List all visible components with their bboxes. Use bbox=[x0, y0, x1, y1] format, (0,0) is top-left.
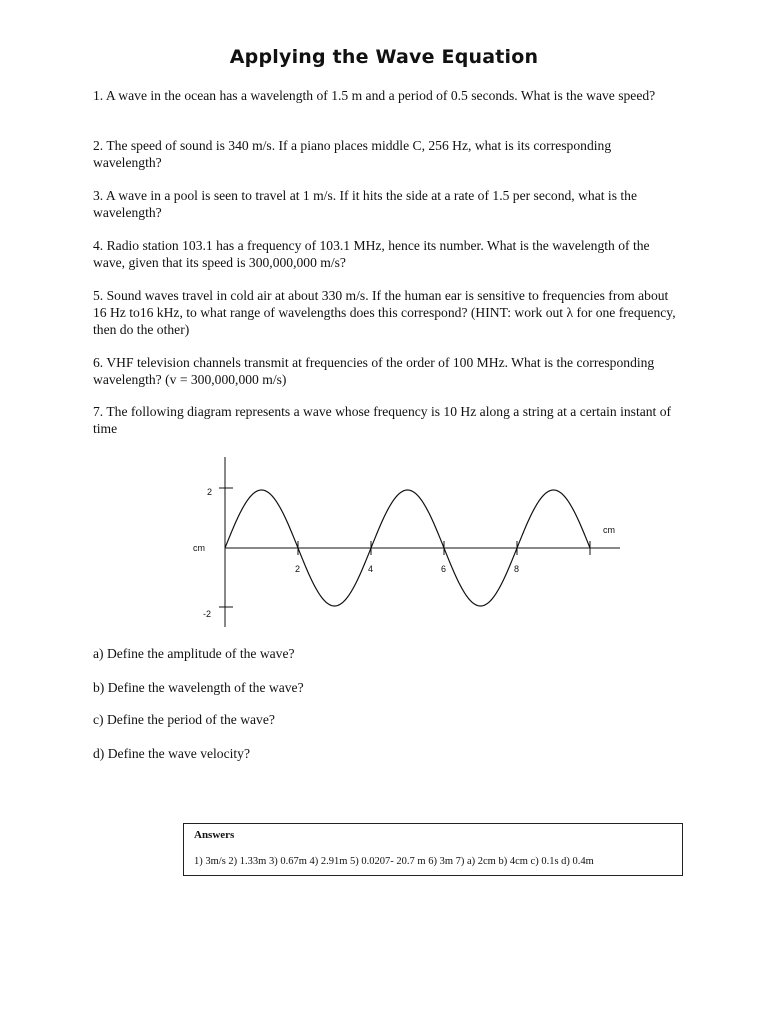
y-unit-label: cm bbox=[193, 543, 205, 553]
question-5: 5. Sound waves travel in cold air at about 330 m/s. If the human ear is sensitive to frequencies from about 16 Hz to16 kHz, to what range of wavelengths does this correspond? (HINT: work out λ for one frequency, then do the other) bbox=[93, 288, 676, 337]
wave-diagram bbox=[185, 455, 625, 630]
answers-heading: Answers bbox=[194, 829, 235, 841]
answers-box bbox=[183, 823, 683, 876]
question-4: 4. Radio station 103.1 has a frequency of 103.1 MHz, hence its number. What is the wavelength of the wave, given that its speed is 300,000,000 m/s? bbox=[93, 238, 650, 270]
x-tick-label-2: 2 bbox=[295, 564, 301, 574]
sub-question-a: a) Define the amplitude of the wave? bbox=[93, 646, 295, 661]
x-tick-label-8: 8 bbox=[514, 564, 520, 574]
question-6: 6. VHF television channels transmit at frequencies of the order of 100 MHz. What is the corresponding wavelength? (v = 300,000,000 m/s) bbox=[93, 355, 655, 387]
sub-question-b: b) Define the wavelength of the wave? bbox=[93, 680, 304, 695]
question-3: 3. A wave in a pool is seen to travel at 1 m/s. If it hits the side at a rate of 1.5 per second, what is the wavelength? bbox=[93, 188, 637, 220]
x-tick-label-6: 6 bbox=[441, 564, 447, 574]
answers-text: 1) 3m/s 2) 1.33m 3) 0.67m 4) 2.91m 5) 0.0207- 20.7 m 6) 3m 7) a) 2cm b) 4cm c) 0.1s d) 0.4m bbox=[194, 856, 594, 867]
question-1: 1. A wave in the ocean has a wavelength of 1.5 m and a period of 0.5 seconds. What is the wave speed? bbox=[93, 88, 656, 103]
question-2: 2. The speed of sound is 340 m/s. If a piano places middle C, 256 Hz, what is its corresponding wavelength? bbox=[93, 138, 612, 170]
sub-question-c: c) Define the period of the wave? bbox=[93, 712, 275, 727]
question-7: 7. The following diagram represents a wave whose frequency is 10 Hz along a string at a certain instant of time bbox=[93, 404, 672, 436]
page-title: Applying the Wave Equation bbox=[229, 46, 539, 68]
x-ticks bbox=[295, 541, 590, 574]
y-tick-top-label: 2 bbox=[207, 487, 213, 497]
y-tick-bottom-label: -2 bbox=[203, 609, 212, 619]
sub-question-d: d) Define the wave velocity? bbox=[93, 746, 251, 761]
x-unit-label: cm bbox=[603, 525, 615, 535]
x-tick-label-4: 4 bbox=[368, 564, 374, 574]
